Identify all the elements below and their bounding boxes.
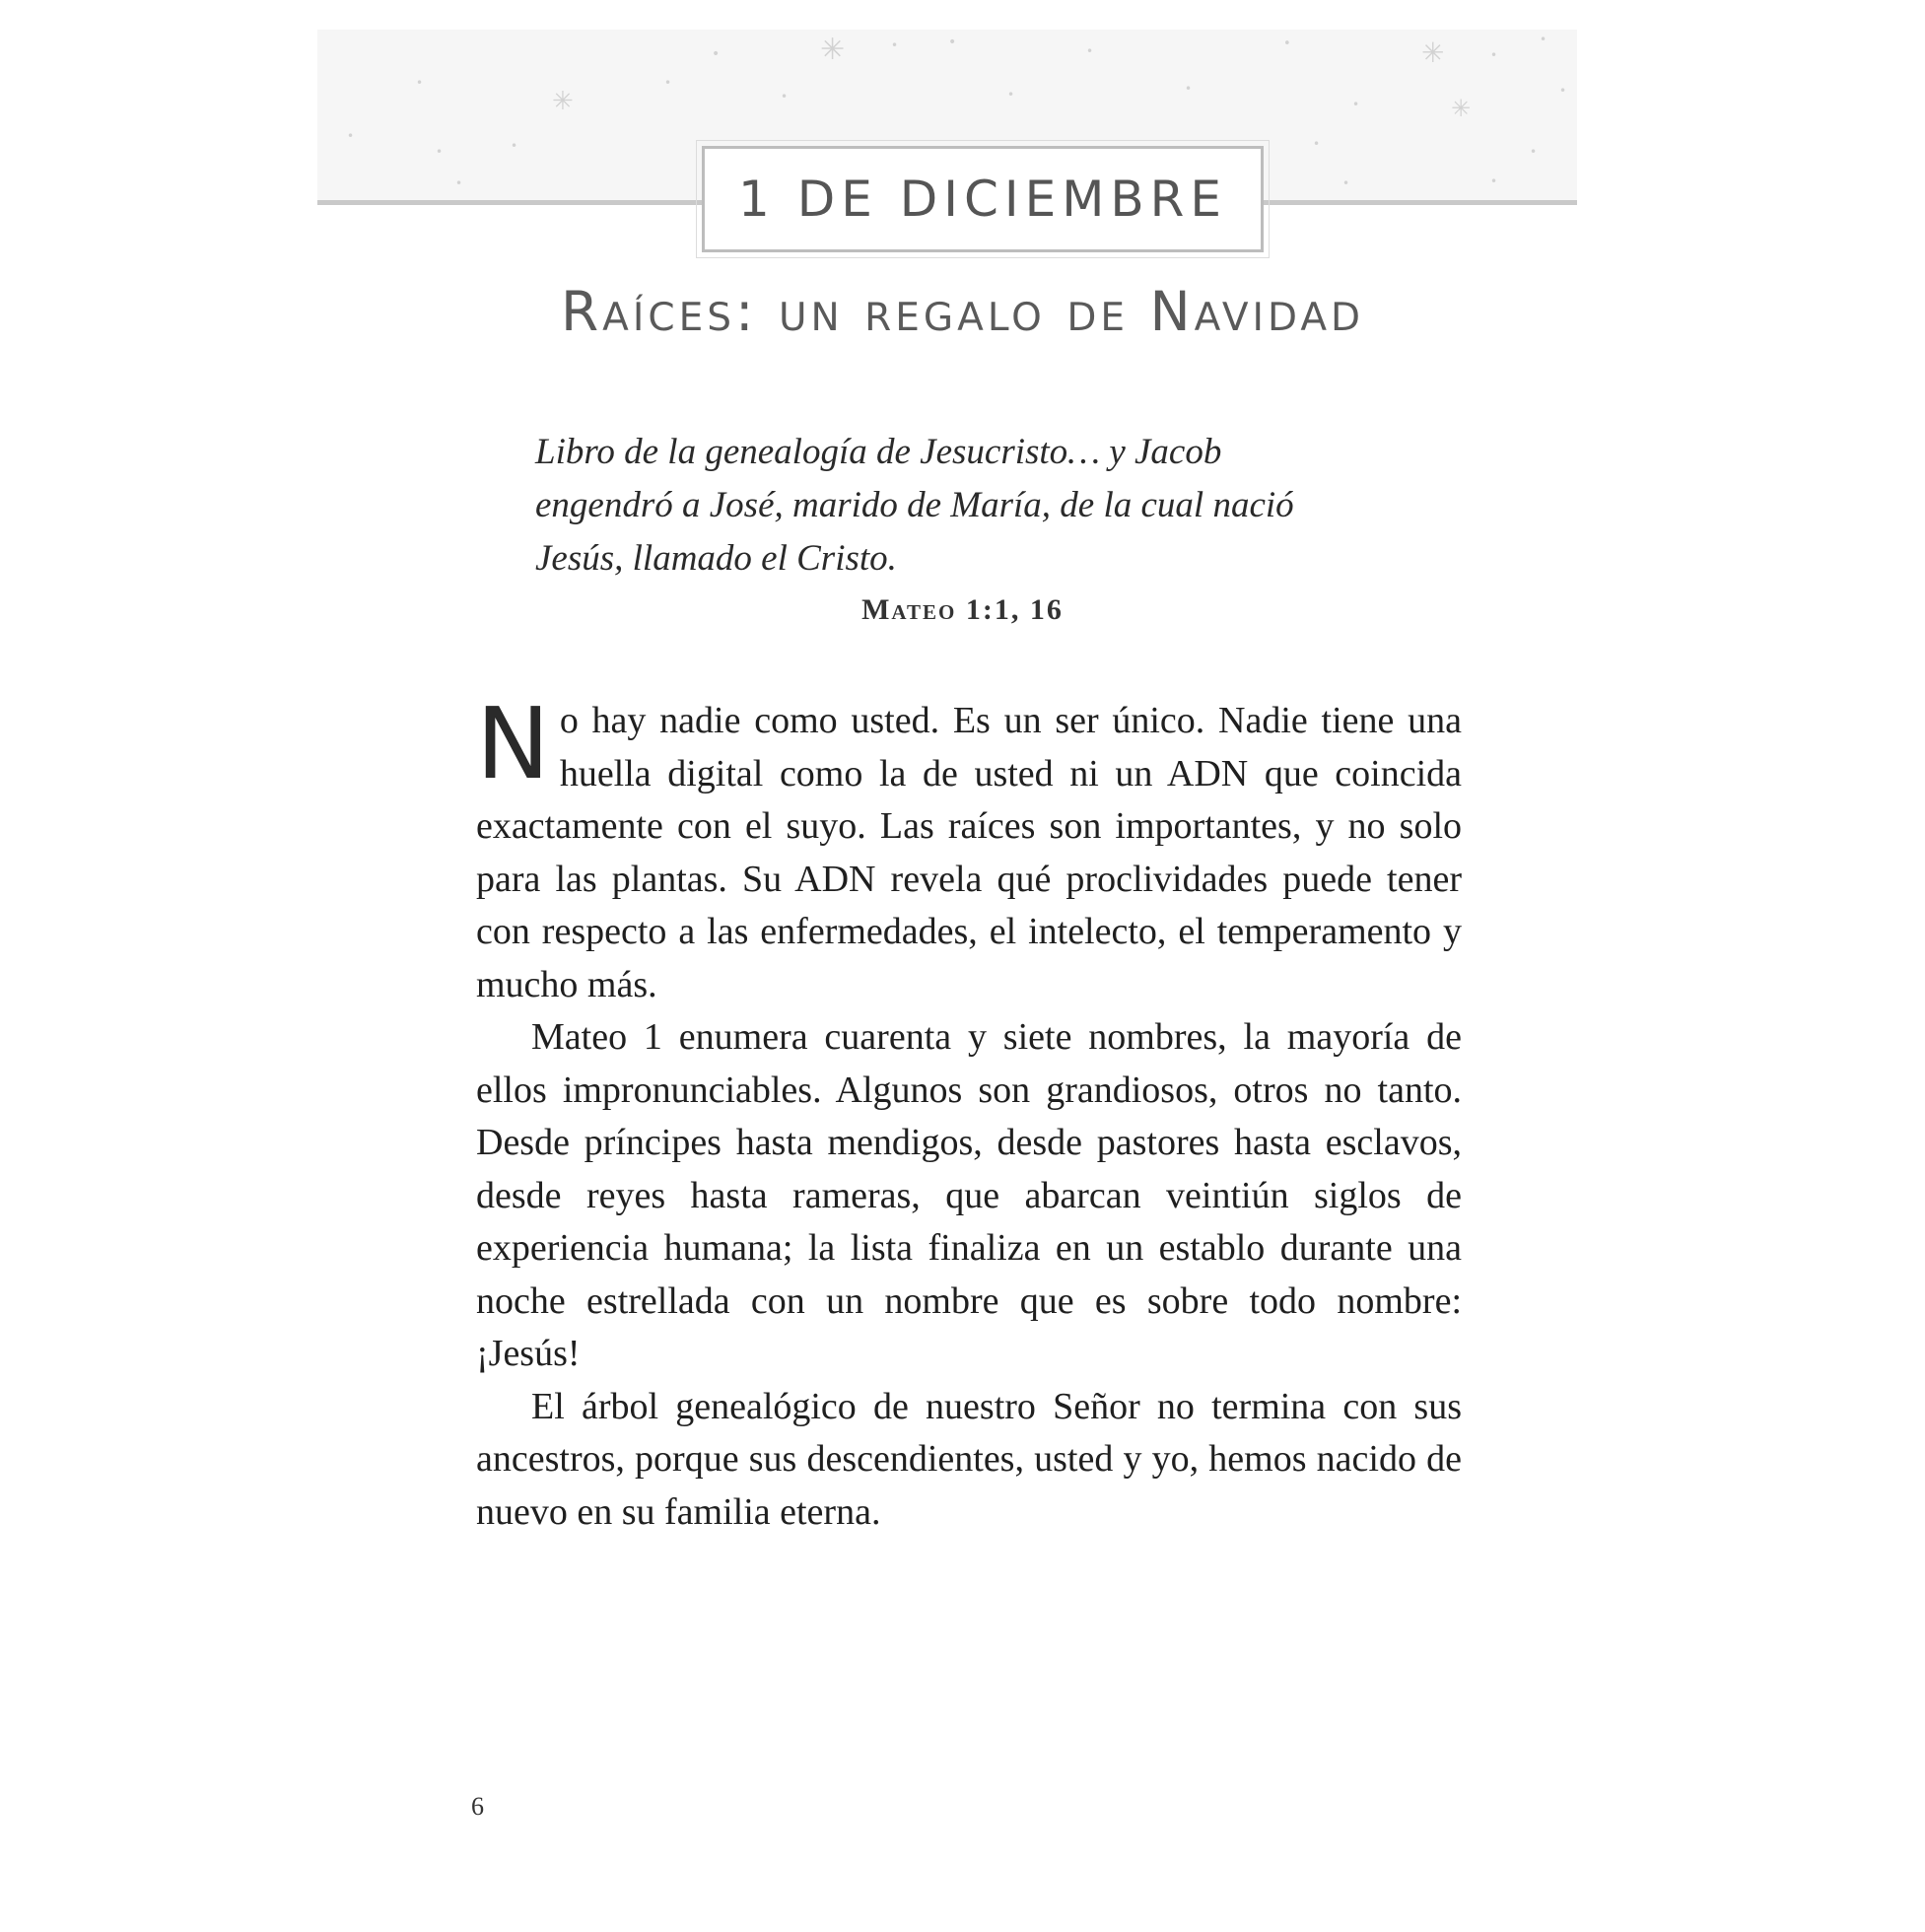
drop-cap: N xyxy=(476,686,550,801)
star-icon: • xyxy=(1342,176,1350,190)
star-icon: • xyxy=(891,38,899,52)
star-icon: • xyxy=(1540,33,1547,46)
paragraph: El árbol genealógico de nuestro Señor no termina con sus ancestros, porque sus descendientes, usted y yo, hemos nacido de nuevo en su familia eterna. xyxy=(476,1385,1462,1533)
epigraph-reference: Mateo 1:1, 16 xyxy=(861,593,1064,626)
star-icon: • xyxy=(455,176,463,190)
epigraph-line: Libro de la genealogía de Jesucristo… y Jacob xyxy=(535,432,1222,472)
chapter-title: Raíces: un regalo de Navidad xyxy=(560,280,1365,343)
star-icon: ✳ xyxy=(1451,95,1472,122)
star-icon: • xyxy=(416,76,424,90)
star-icon: • xyxy=(1007,88,1015,102)
paragraph-text: o hay nadie como usted. Es un ser único. Nadie tiene una huella digital como la de usted ni un ADN que coincida exactamente con el suyo. Las raíces son importantes, y no solo para las plantas. Su ADN revela qué proclividades puede tener con respecto a las enfermedades, el intelecto, el temperamento y mucho más. xyxy=(476,700,1462,1005)
star-icon: ✳ xyxy=(1421,36,1445,69)
epigraph-line: engendró a José, marido de María, de la cual nació xyxy=(535,485,1294,525)
star-icon: • xyxy=(1313,137,1321,151)
star-icon: • xyxy=(1086,44,1094,58)
star-icon: • xyxy=(436,145,444,159)
page-number: 6 xyxy=(471,1792,484,1821)
star-icon: • xyxy=(511,139,518,153)
date-box xyxy=(702,146,1264,252)
star-icon: • xyxy=(347,129,355,143)
paragraph xyxy=(476,686,1462,1011)
star-icon: • xyxy=(1530,145,1538,159)
star-icon: • xyxy=(1490,48,1498,62)
star-icon: • xyxy=(948,34,957,50)
star-icon: • xyxy=(1185,82,1193,96)
date-heading: 1 DE DICIEMBRE xyxy=(738,171,1227,228)
header-rule-left xyxy=(317,200,702,205)
star-icon: • xyxy=(1559,84,1567,98)
star-icon: • xyxy=(664,76,672,90)
star-icon: • xyxy=(781,90,789,104)
header-rule-right xyxy=(1264,200,1577,205)
star-icon: ✳ xyxy=(552,87,574,116)
epigraph-verse xyxy=(535,426,1403,586)
star-icon: • xyxy=(1490,174,1498,188)
body-text xyxy=(476,686,1462,1539)
epigraph-line: Jesús, llamado el Cristo. xyxy=(535,538,897,579)
star-icon: • xyxy=(1283,36,1291,51)
star-icon: • xyxy=(1352,98,1360,111)
paragraph: Mateo 1 enumera cuarenta y siete nombres, la mayoría de ellos impronunciables. Algunos son grandiosos, otros no tanto. Desde príncipes hasta mendigos, desde pastores hasta esclavos, desde reyes hasta rameras, que abarcan veintiún siglos de experiencia humana; la lista finaliza en un establo durante una noche estrellada con un nombre que es sobre todo nombre: ¡Jesús! xyxy=(476,1016,1462,1374)
star-icon: • xyxy=(712,46,721,62)
star-icon: ✳ xyxy=(820,33,846,67)
